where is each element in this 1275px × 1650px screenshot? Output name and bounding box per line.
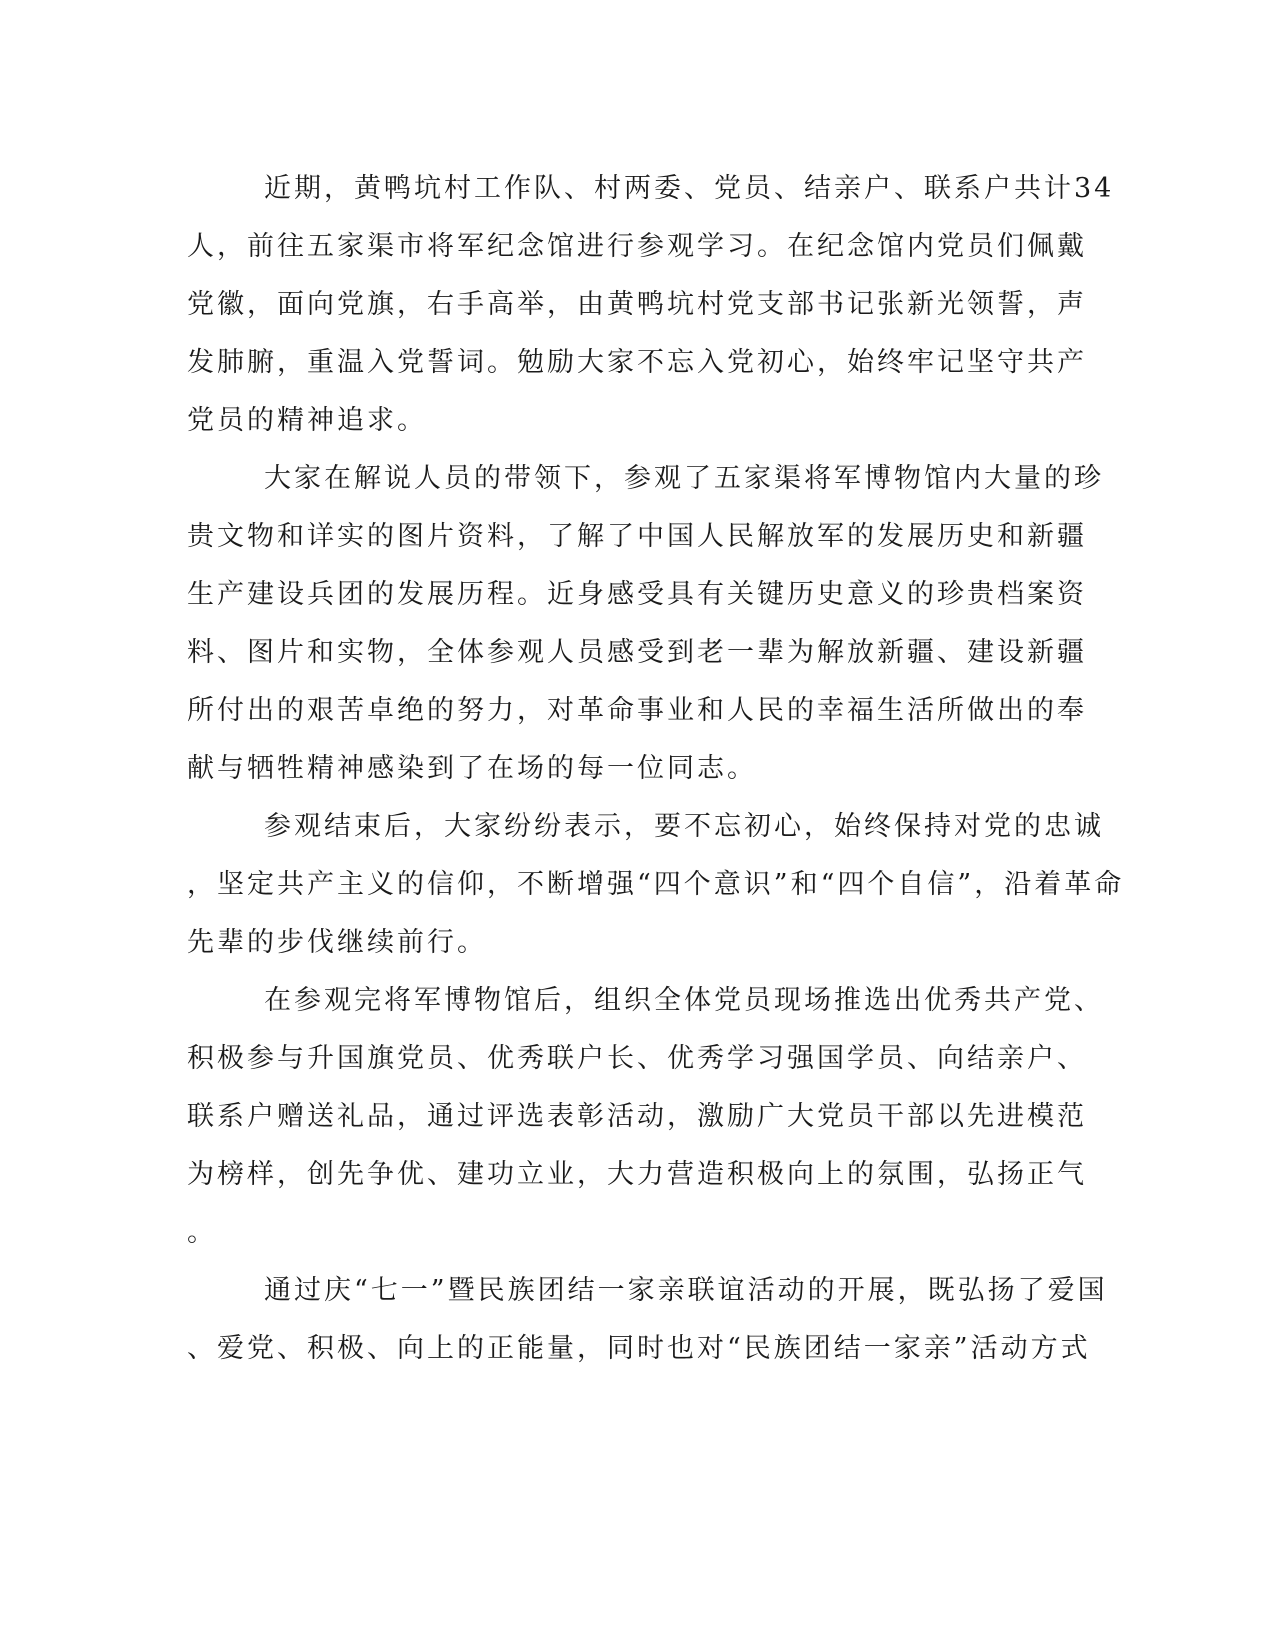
paragraph-2-line-4: 料、图片和实物，全体参观人员感受到老一辈为解放新疆、建设新疆 — [187, 637, 1087, 668]
paragraph-4-line-1: 在参观完将军博物馆后，组织全体党员现场推选出优秀共产党、 — [264, 985, 1104, 1016]
paragraph-5-line-1: 通过庆“七一”暨民族团结一家亲联谊活动的开展，既弘扬了爱国 — [264, 1275, 1108, 1306]
paragraph-1-line-1: 近期，黄鸭坑村工作队、村两委、党员、结亲户、联系户共计34 — [264, 173, 1115, 204]
paragraph-3-line-2: ，坚定共产主义的信仰，不断增强“四个意识”和“四个自信”，沿着革命 — [187, 869, 1125, 900]
paragraph-2-line-3: 生产建设兵团的发展历程。近身感受具有关键历史意义的珍贵档案资 — [187, 579, 1087, 610]
paragraph-5-line-2: 、爱党、积极、向上的正能量，同时也对“民族团结一家亲”活动方式 — [187, 1333, 1091, 1364]
paragraph-1-line-5: 党员的精神追求。 — [187, 405, 427, 436]
paragraph-1-line-2: 人，前往五家渠市将军纪念馆进行参观学习。在纪念馆内党员们佩戴 — [187, 231, 1087, 262]
paragraph-4-line-4: 为榜样，创先争优、建功立业，大力营造积极向上的氛围，弘扬正气 — [187, 1159, 1087, 1190]
paragraph-1-line-3: 党徽，面向党旗，右手高举，由黄鸭坑村党支部书记张新光领誓，声 — [187, 289, 1087, 320]
paragraph-2-line-2: 贵文物和详实的图片资料，了解了中国人民解放军的发展历史和新疆 — [187, 521, 1087, 552]
document-body — [187, 160, 1125, 1378]
paragraph-4-line-2: 积极参与升国旗党员、优秀联户长、优秀学习强国学员、向结亲户、 — [187, 1043, 1087, 1074]
paragraph-1-line-4: 发肺腑，重温入党誓词。勉励大家不忘入党初心，始终牢记坚守共产 — [187, 347, 1087, 378]
paragraph-3-line-3: 先辈的步伐继续前行。 — [187, 927, 487, 958]
paragraph-4-line-5: 。 — [187, 1217, 217, 1248]
paragraph-2-line-5: 所付出的艰苦卓绝的努力，对革命事业和人民的幸福生活所做出的奉 — [187, 695, 1087, 726]
paragraph-4-line-3: 联系户赠送礼品，通过评选表彰活动，激励广大党员干部以先进模范 — [187, 1101, 1087, 1132]
paragraph-2-line-1: 大家在解说人员的带领下，参观了五家渠将军博物馆内大量的珍 — [264, 463, 1104, 494]
paragraph-3-line-1: 参观结束后，大家纷纷表示，要不忘初心，始终保持对党的忠诚 — [264, 811, 1104, 842]
paragraph-2-line-6: 献与牺牲精神感染到了在场的每一位同志。 — [187, 753, 757, 784]
